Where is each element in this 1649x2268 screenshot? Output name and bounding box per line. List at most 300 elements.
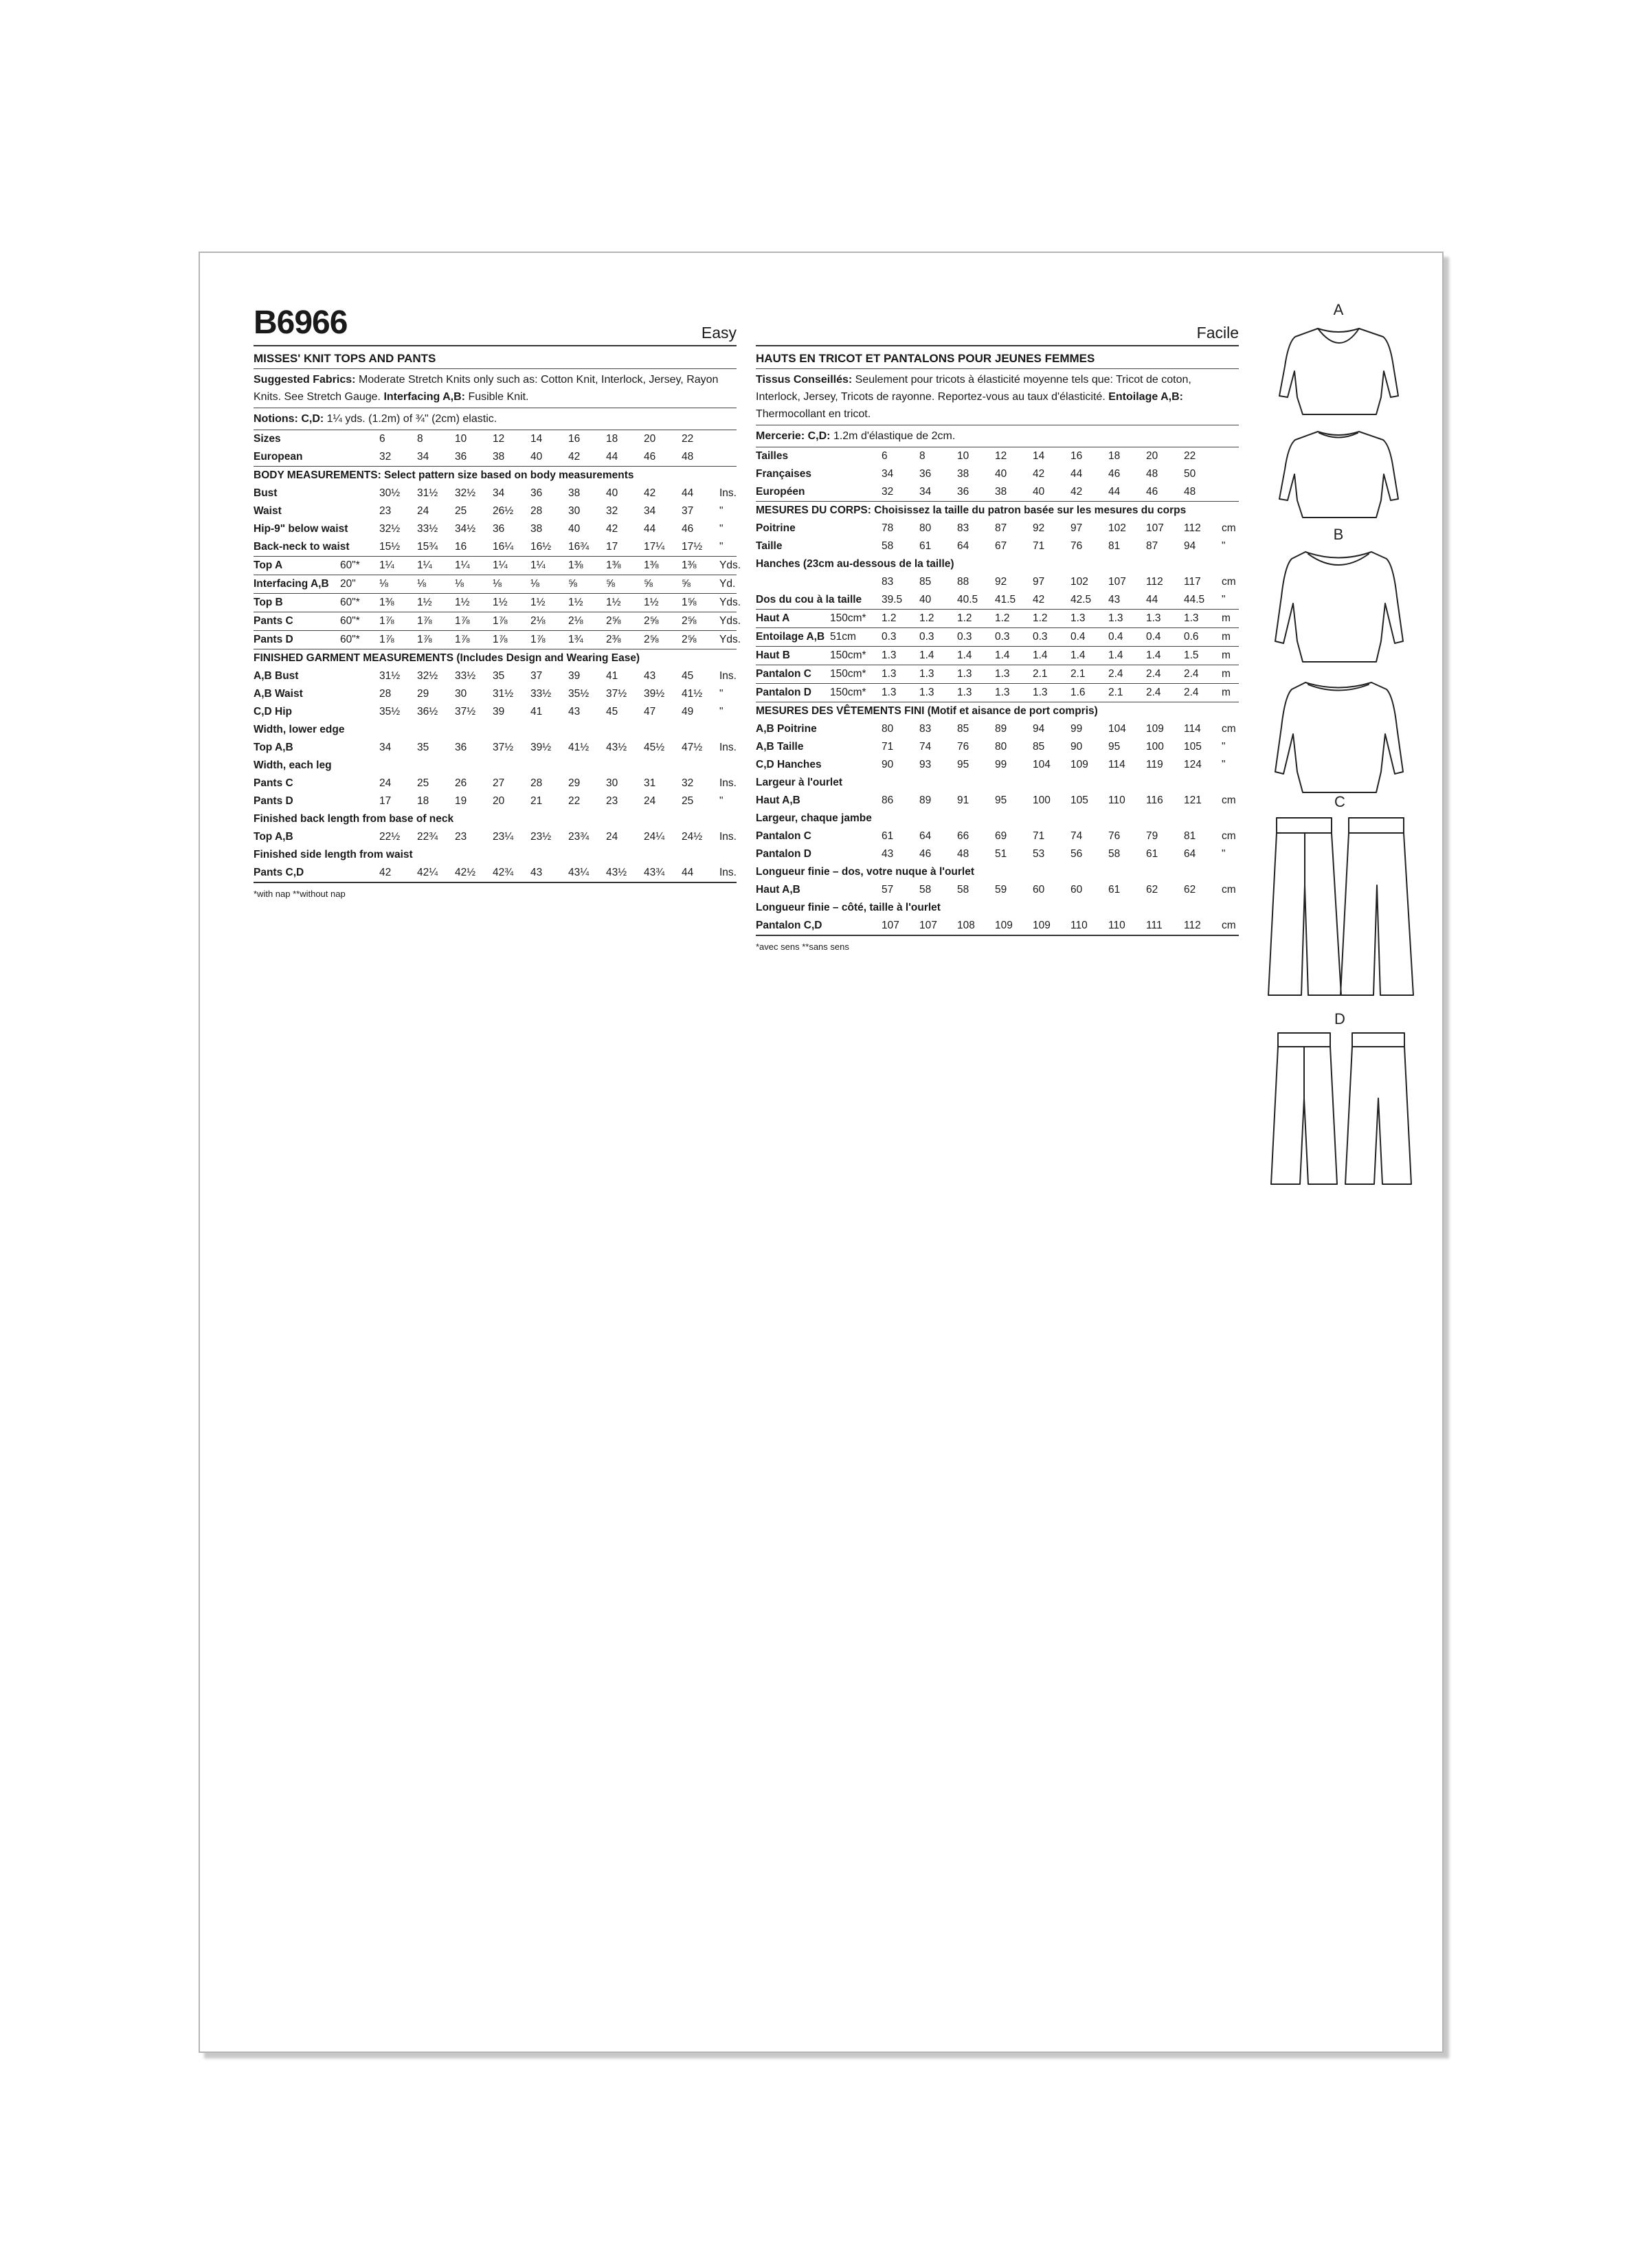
- view-b-top-back-drawing: [1275, 682, 1403, 792]
- table-row: [254, 775, 737, 792]
- cell-value: 2.1: [1033, 665, 1070, 684]
- cell-value: 109: [1146, 723, 1164, 735]
- french-notions: [756, 425, 1239, 447]
- cell-value: 8: [919, 450, 926, 462]
- cell-value: 42: [379, 864, 417, 882]
- cell-value: 35½: [568, 688, 590, 700]
- row-label: A,B Taille: [756, 741, 804, 753]
- table-row: [756, 520, 1239, 537]
- cell-value: 1.4: [1108, 647, 1146, 665]
- table-row: [254, 721, 737, 739]
- cell-value: 1⅝: [682, 594, 719, 612]
- section-header: [756, 502, 1239, 520]
- cell-value: 12: [493, 433, 505, 445]
- cell-value: 0.4: [1070, 628, 1108, 647]
- cell-value: 35½: [379, 706, 401, 718]
- cell-value: 1⅞: [455, 631, 493, 649]
- cell-value: 1.4: [1146, 647, 1184, 665]
- cell-value: 76: [957, 741, 969, 753]
- row-label: Poitrine: [756, 522, 796, 534]
- cell-value: 60: [1070, 884, 1083, 896]
- french-header: [756, 307, 1239, 346]
- unit: ": [719, 523, 723, 535]
- unit: Yd.: [719, 575, 737, 594]
- cell-value: 48: [1146, 468, 1158, 480]
- table-row: [756, 774, 1239, 792]
- fabric-width: [830, 537, 882, 555]
- row-label: Width, each leg: [254, 759, 332, 771]
- cell-value: 47: [644, 706, 656, 718]
- cell-value: 43: [882, 848, 894, 860]
- cell-value: 1½: [493, 594, 530, 612]
- cell-value: 102: [1108, 522, 1126, 534]
- section-title: BODY MEASUREMENTS: Select pattern size based on body measurements: [254, 467, 737, 485]
- cell-value: 1⅜: [568, 557, 606, 575]
- cell-value: 31½: [379, 670, 401, 682]
- row-label: [756, 573, 830, 591]
- table-row: [254, 502, 737, 520]
- cell-value: 40: [606, 487, 618, 499]
- cell-value: 86: [882, 794, 894, 806]
- cell-value: 67: [995, 540, 1007, 552]
- cell-value: 94: [1184, 540, 1196, 552]
- cell-value: 10: [455, 433, 467, 445]
- garment-line-drawings: [1263, 294, 1435, 1222]
- unit: cm: [1222, 830, 1236, 842]
- unit: ": [719, 541, 723, 553]
- cell-value: 90: [1070, 741, 1083, 753]
- cell-value: 44: [644, 523, 656, 535]
- cell-value: 110: [1070, 917, 1108, 935]
- row-label: Width, lower edge: [254, 724, 345, 735]
- cell-value: 46: [682, 523, 694, 535]
- fabric-width: [830, 520, 882, 537]
- fabric-width: [830, 827, 882, 845]
- cell-value: 1.3: [882, 684, 919, 702]
- cell-value: 40: [568, 523, 581, 535]
- cell-value: ⅝: [606, 575, 644, 594]
- cell-value: 1⅜: [379, 594, 417, 612]
- table-row: [756, 610, 1239, 628]
- cell-value: 31½: [493, 688, 514, 700]
- cell-value: 43½: [606, 864, 644, 882]
- row-label: Hip-9" below waist: [254, 523, 348, 535]
- cell-value: 40: [1033, 486, 1045, 498]
- cell-value: 37: [682, 505, 694, 517]
- fabric-width: [830, 720, 882, 738]
- cell-value: 31: [644, 777, 656, 789]
- cell-value: 40: [530, 451, 543, 463]
- cell-value: 40: [995, 468, 1007, 480]
- cell-value: 30: [455, 688, 467, 700]
- cell-value: 2⅝: [682, 612, 719, 631]
- cell-value: 1¾: [568, 631, 606, 649]
- cell-value: 43: [530, 864, 568, 882]
- section-header: [254, 649, 737, 668]
- cell-value: 33½: [417, 523, 438, 535]
- row-label: Pants C: [254, 612, 340, 631]
- cell-value: 42: [606, 523, 618, 535]
- cell-value: 32: [882, 486, 894, 498]
- cell-value: 1⅞: [379, 612, 417, 631]
- cell-value: 1.3: [1108, 610, 1146, 628]
- unit: Yds.: [719, 612, 737, 631]
- section-header: [756, 702, 1239, 721]
- row-label: Pants C: [254, 777, 293, 789]
- cell-value: 64: [957, 540, 969, 552]
- cell-value: 17: [379, 795, 392, 807]
- view-a-top-front-drawing: [1279, 329, 1398, 414]
- cell-value: 104: [1108, 723, 1126, 735]
- notions-label: Notions: C,D:: [254, 413, 324, 425]
- cell-value: 93: [919, 759, 932, 770]
- table-row: [254, 612, 737, 631]
- cell-value: 42: [568, 451, 581, 463]
- cell-value: 48: [682, 451, 694, 463]
- cell-value: 43: [1108, 594, 1121, 605]
- fabric-width: 60"*: [340, 594, 379, 612]
- difficulty-label-fr: Facile: [1196, 324, 1239, 342]
- cell-value: 41.5: [995, 594, 1016, 605]
- unit: cm: [1222, 522, 1236, 534]
- cell-value: 56: [1070, 848, 1083, 860]
- table-row: [756, 863, 1239, 881]
- cell-value: 1.3: [1146, 610, 1184, 628]
- fabric-width: 150cm*: [830, 684, 882, 702]
- cell-value: 71: [1033, 540, 1045, 552]
- fabric-width: [830, 738, 882, 756]
- row-label: Haut B: [756, 647, 830, 665]
- table-row: [756, 447, 1239, 465]
- row-label: Pants D: [254, 795, 293, 807]
- cell-value: 18: [1108, 450, 1121, 462]
- cell-value: 1.2: [1033, 610, 1070, 628]
- row-label: Entoilage A,B: [756, 628, 830, 647]
- cell-value: 83: [882, 576, 894, 588]
- cell-value: 48: [1184, 486, 1196, 498]
- cell-value: 22¾: [417, 831, 438, 843]
- view-d-pants-back-drawing: [1345, 1033, 1411, 1184]
- cell-value: 19: [455, 795, 467, 807]
- cell-value: 109: [1070, 759, 1088, 770]
- cell-value: 1⅞: [455, 612, 493, 631]
- cell-value: 38: [568, 487, 581, 499]
- cell-value: 32: [379, 451, 392, 463]
- cell-value: 2.4: [1146, 665, 1184, 684]
- row-label: Top A,B: [254, 831, 293, 843]
- cell-value: 44: [682, 487, 694, 499]
- cell-value: 44: [682, 864, 719, 882]
- cell-value: 29: [568, 777, 581, 789]
- cell-value: 79: [1146, 830, 1158, 842]
- table-row: [254, 757, 737, 775]
- unit: Ins.: [719, 742, 737, 753]
- cell-value: 1⅜: [644, 557, 682, 575]
- cell-value: 50: [1184, 468, 1196, 480]
- cell-value: 1.4: [919, 647, 957, 665]
- cell-value: 1.3: [1033, 684, 1070, 702]
- cell-value: 0.3: [882, 628, 919, 647]
- cell-value: 85: [957, 723, 969, 735]
- cell-value: 23¼: [493, 831, 514, 843]
- row-label: Européen: [756, 486, 805, 498]
- cell-value: 1⅞: [493, 631, 530, 649]
- unit: cm: [1222, 917, 1239, 935]
- cell-value: 17¼: [644, 541, 665, 553]
- cell-value: 0.4: [1108, 628, 1146, 647]
- unit: ": [1222, 848, 1226, 860]
- row-label: Haut A,B: [756, 884, 800, 896]
- row-label: Taille: [756, 540, 783, 552]
- cell-value: 61: [919, 540, 932, 552]
- fabric-width: 150cm*: [830, 647, 882, 665]
- cell-value: 22: [568, 795, 581, 807]
- cell-value: 45½: [644, 742, 665, 753]
- cell-value: 42¼: [417, 864, 455, 882]
- unit: m: [1222, 610, 1239, 628]
- pattern-number: B6966: [254, 304, 348, 341]
- fabric-width: [830, 881, 882, 899]
- row-label: Longueur finie – dos, votre nuque à l'ourlet: [756, 866, 975, 878]
- cell-value: 25: [455, 505, 467, 517]
- cell-value: 43: [644, 670, 656, 682]
- fabric-width: [830, 573, 882, 591]
- table-row: [254, 538, 737, 557]
- cell-value: 37½: [455, 706, 476, 718]
- cell-value: 78: [882, 522, 894, 534]
- table-row: [756, 881, 1239, 899]
- table-row: [756, 845, 1239, 863]
- cell-value: 83: [919, 723, 932, 735]
- cell-value: 107: [1146, 522, 1164, 534]
- cell-value: 18: [417, 795, 429, 807]
- view-c-pants-front-drawing: [1268, 818, 1341, 995]
- pattern-envelope-sheet: [199, 252, 1444, 2053]
- french-title: HAUTS EN TRICOT ET PANTALONS POUR JEUNES FEMMES: [756, 346, 1239, 369]
- cell-value: 25: [417, 777, 429, 789]
- row-label: C,D Hanches: [756, 759, 822, 770]
- cell-value: 26½: [493, 505, 514, 517]
- section-title: MESURES DU CORPS: Choisissez la taille du patron basée sur les mesures du corps: [756, 502, 1239, 520]
- fabrics-text: Moderate Stretch Knits only such as: Cotton Knit, Interlock, Jersey, Rayon Knits. See Stretch Gauge.: [254, 374, 719, 403]
- row-label: Bust: [254, 487, 278, 499]
- cell-value: 1⅞: [417, 612, 455, 631]
- view-b-top-front-drawing: [1275, 552, 1403, 662]
- cell-value: 28: [530, 777, 543, 789]
- row-label: Pantalon D: [756, 848, 811, 860]
- table-row: [254, 430, 737, 448]
- cell-value: 95: [995, 794, 1007, 806]
- cell-value: 34: [379, 742, 392, 753]
- fabric-width: 60"*: [340, 557, 379, 575]
- row-label: European: [254, 451, 303, 463]
- cell-value: 58: [1108, 848, 1121, 860]
- cell-value: 24: [417, 505, 429, 517]
- cell-value: 38: [995, 486, 1007, 498]
- cell-value: 1.3: [919, 665, 957, 684]
- row-label: Pants D: [254, 631, 340, 649]
- cell-value: 46: [1146, 486, 1158, 498]
- cell-value: 41½: [682, 688, 703, 700]
- row-label: A,B Bust: [254, 670, 299, 682]
- cell-value: 32½: [417, 670, 438, 682]
- row-label: Hanches (23cm au-dessous de la taille): [756, 558, 954, 570]
- english-notions: [254, 408, 737, 430]
- cell-value: 80: [995, 741, 1007, 753]
- fabric-width: 20": [340, 575, 379, 594]
- cell-value: 31½: [417, 487, 438, 499]
- cell-value: 34: [493, 487, 505, 499]
- cell-value: 2.4: [1108, 665, 1146, 684]
- cell-value: 81: [1184, 830, 1196, 842]
- cell-value: 38: [493, 451, 505, 463]
- cell-value: 16¾: [568, 541, 590, 553]
- french-footnote: *avec sens **sans sens: [756, 942, 849, 952]
- cell-value: 60: [1033, 884, 1045, 896]
- cell-value: 0.3: [957, 628, 995, 647]
- cell-value: 37½: [493, 742, 514, 753]
- cell-value: 22½: [379, 831, 401, 843]
- unit: m: [1222, 665, 1239, 684]
- cell-value: 109: [1033, 917, 1070, 935]
- cell-value: 47½: [682, 742, 703, 753]
- row-label: C,D Hip: [254, 706, 292, 718]
- cell-value: 71: [882, 741, 894, 753]
- cell-value: 61: [1146, 848, 1158, 860]
- table-row: [756, 665, 1239, 684]
- row-label: Finished side length from waist: [254, 849, 413, 860]
- cell-value: 97: [1070, 522, 1083, 534]
- cell-value: 38: [957, 468, 969, 480]
- cell-value: ⅝: [682, 575, 719, 594]
- cell-value: ⅝: [644, 575, 682, 594]
- cell-value: 1.2: [882, 610, 919, 628]
- cell-value: 1.2: [957, 610, 995, 628]
- unit: ": [719, 706, 723, 718]
- cell-value: 44: [1146, 594, 1158, 605]
- cell-value: 116: [1146, 794, 1163, 806]
- cell-value: 58: [882, 540, 894, 552]
- cell-value: 16¼: [493, 541, 514, 553]
- cell-value: 71: [1033, 830, 1045, 842]
- cell-value: 23½: [530, 831, 552, 843]
- table-row: [756, 647, 1239, 665]
- unit: ": [1222, 540, 1226, 552]
- cell-value: 35: [417, 742, 429, 753]
- cell-value: 53: [1033, 848, 1045, 860]
- table-row: [756, 591, 1239, 610]
- cell-value: 36: [455, 742, 467, 753]
- cell-value: 41: [606, 670, 618, 682]
- unit: [719, 448, 737, 467]
- table-row: [756, 827, 1239, 845]
- cell-value: 14: [1033, 450, 1045, 462]
- cell-value: 1½: [606, 594, 644, 612]
- fabric-width: [340, 775, 379, 792]
- cell-value: 14: [530, 433, 543, 445]
- unit: [1222, 465, 1239, 483]
- table-row: [254, 846, 737, 864]
- cell-value: 30: [606, 777, 618, 789]
- fabric-width: [340, 792, 379, 810]
- fabric-width: [830, 792, 882, 810]
- cell-value: 45: [682, 670, 694, 682]
- row-label: Tailles: [756, 450, 789, 462]
- row-label: Top A,B: [254, 742, 293, 753]
- cell-value: 2⅝: [606, 612, 644, 631]
- table-row: [756, 465, 1239, 483]
- cell-value: 99: [995, 759, 1007, 770]
- cell-value: 32: [606, 505, 618, 517]
- unit: cm: [1222, 884, 1236, 896]
- table-row: [756, 628, 1239, 647]
- english-fabrics: [254, 369, 737, 408]
- cell-value: 40: [919, 594, 932, 605]
- table-row: [254, 828, 737, 846]
- row-label: Largeur à l'ourlet: [756, 777, 842, 788]
- cell-value: 27: [493, 777, 505, 789]
- cell-value: 30: [568, 505, 581, 517]
- french-column: [756, 307, 1239, 952]
- row-label: Dos du cou à la taille: [756, 594, 862, 605]
- fabric-width: [340, 739, 379, 757]
- notions-label-fr: Mercerie: C,D:: [756, 430, 831, 442]
- cell-value: 36: [530, 487, 543, 499]
- row-label: Haut A,B: [756, 794, 800, 806]
- row-label: Interfacing A,B: [254, 575, 340, 594]
- cell-value: 112: [1184, 917, 1222, 935]
- cell-value: 58: [957, 884, 969, 896]
- cell-value: 57: [882, 884, 894, 896]
- view-illustrations: [1263, 294, 1435, 1222]
- cell-value: 1⅞: [493, 612, 530, 631]
- cell-value: 87: [1146, 540, 1158, 552]
- row-label: Pantalon C: [756, 830, 811, 842]
- table-row: [254, 667, 737, 685]
- cell-value: 1.2: [995, 610, 1033, 628]
- fabrics-label-fr: Tissus Conseillés:: [756, 374, 853, 386]
- cell-value: 124: [1184, 759, 1202, 770]
- cell-value: 36: [919, 468, 932, 480]
- cell-value: 112: [1146, 576, 1163, 588]
- cell-value: 91: [957, 794, 969, 806]
- cell-value: 39½: [530, 742, 552, 753]
- cell-value: 102: [1070, 576, 1088, 588]
- cell-value: 61: [882, 830, 894, 842]
- unit: [719, 430, 737, 448]
- table-row: [756, 537, 1239, 555]
- unit: ": [1222, 759, 1226, 770]
- cell-value: 43¾: [644, 864, 682, 882]
- fabric-width: [830, 447, 882, 465]
- cell-value: 1.3: [1184, 610, 1222, 628]
- view-c-pants-back-drawing: [1340, 818, 1413, 995]
- cell-value: 26: [455, 777, 467, 789]
- unit: ": [719, 688, 723, 700]
- cell-value: 1.2: [919, 610, 957, 628]
- cell-value: 119: [1146, 759, 1163, 770]
- fabric-width: 150cm*: [830, 665, 882, 684]
- cell-value: 64: [919, 830, 932, 842]
- unit: ": [719, 795, 723, 807]
- fabric-width: [340, 685, 379, 703]
- row-label: A,B Waist: [254, 688, 303, 700]
- unit: ": [1222, 594, 1226, 605]
- table-row: [756, 756, 1239, 774]
- cell-value: 20: [644, 433, 656, 445]
- table-row: [254, 810, 737, 828]
- cell-value: 24¼: [644, 831, 665, 843]
